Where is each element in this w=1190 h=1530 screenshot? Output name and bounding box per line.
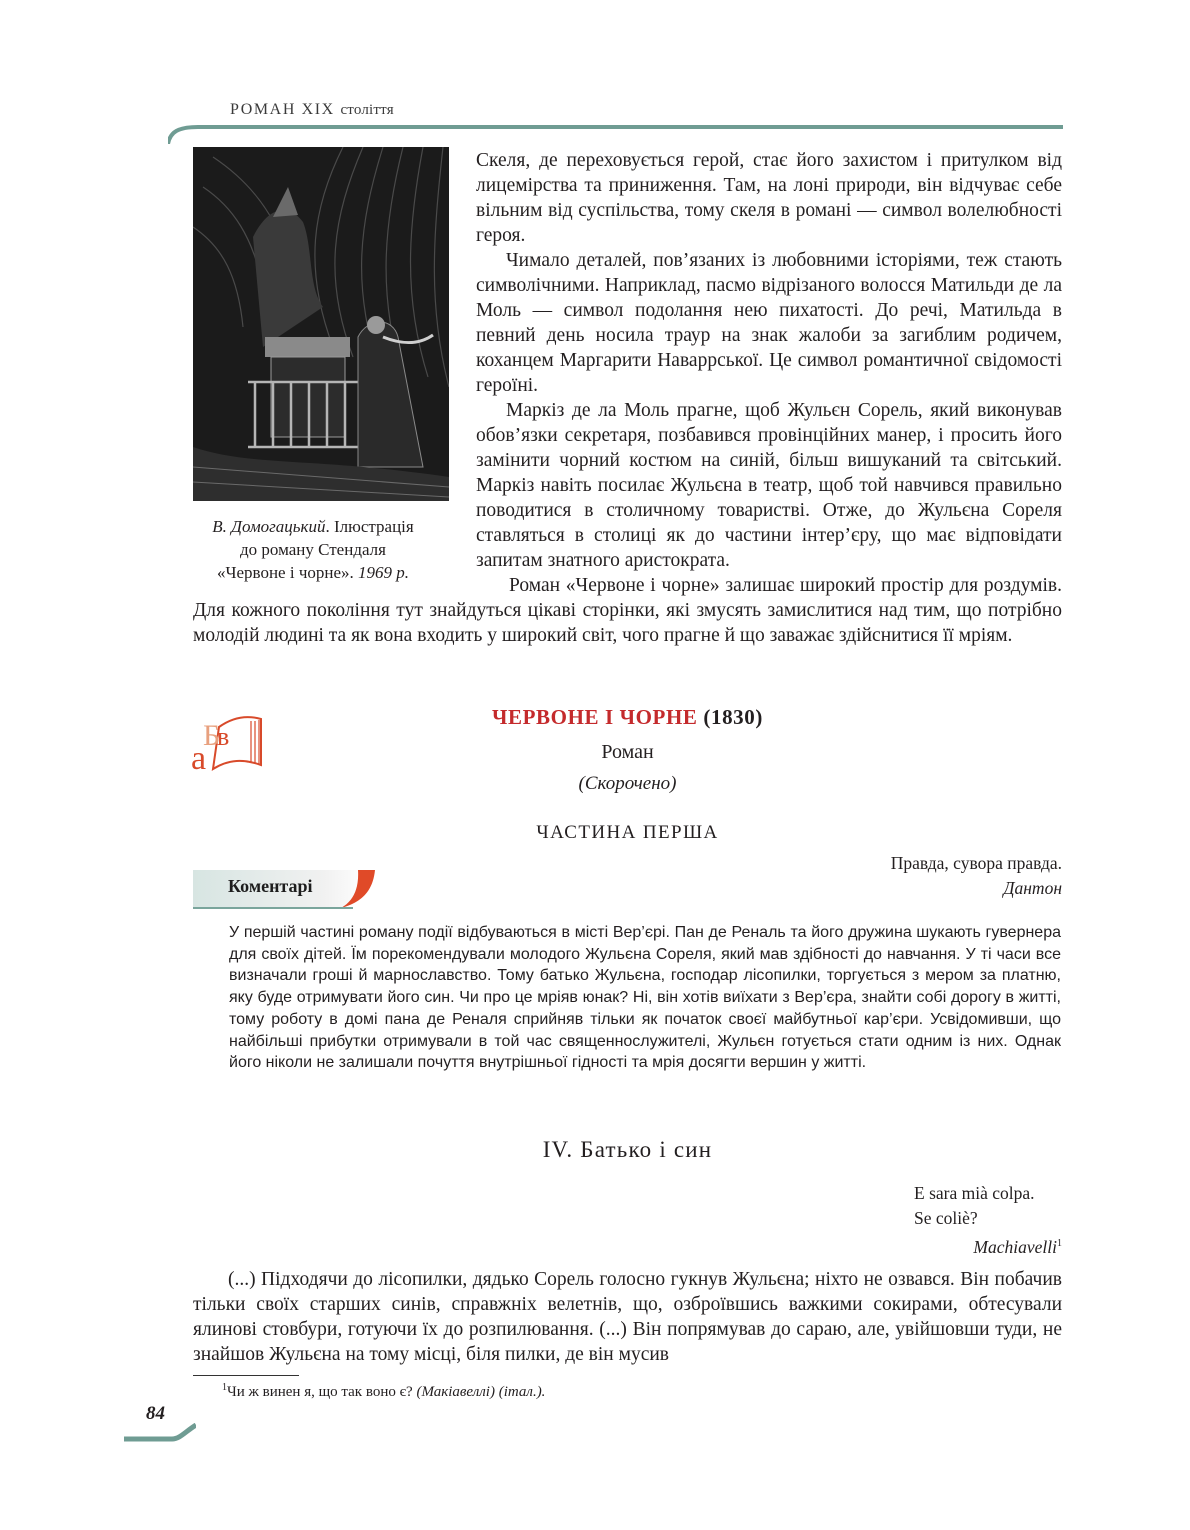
footnote-source: (Макіавеллі) xyxy=(416,1384,495,1400)
chapter-title: IV. Батько і син xyxy=(542,1137,713,1162)
chapter-body xyxy=(193,1267,1062,1367)
epigraph-text: Правда, сувора правда. xyxy=(890,853,1062,873)
epigraph2-line2: Se coliè? xyxy=(914,1208,978,1228)
svg-text:а: а xyxy=(191,740,207,775)
footnote-mark: 1 xyxy=(222,1382,227,1393)
epigraph-machiavelli xyxy=(880,1181,1062,1260)
caption-line2: до роману Стендаля xyxy=(240,540,386,559)
page-number-swoosh xyxy=(124,1423,196,1445)
work-title-name: ЧЕРВОНЕ І ЧОРНЕ xyxy=(492,705,698,729)
running-header xyxy=(230,101,394,119)
illustration-woodcut xyxy=(193,147,449,501)
page-number: 84 xyxy=(146,1403,165,1424)
footnote-ref: 1 xyxy=(1057,1238,1062,1249)
part-heading: ЧАСТИНА ПЕРША xyxy=(536,822,719,843)
work-abridged-note: (Скорочено) xyxy=(578,773,677,794)
svg-text:Б: Б xyxy=(203,719,221,752)
intro-closing-paragraph: Роман «Червоне і чорне» залишає широкий простір для роздумів. Для кожного покоління тут знайдуться цікаві сторінки, які змусять замислитися над тим, що потрібно молодій людині та як вона входить у широкий світ, чого прагне й що заважає здійснитися її мріям. xyxy=(193,575,1062,646)
epigraph-author: Дантон xyxy=(1003,878,1062,898)
running-header-section: РОМАН XIX xyxy=(230,101,335,118)
chapter-paragraph: (...) Підходячи до лісопилки, дядько Сорель голосно гукнув Жульєна; ніхто не озвався. Він побачив тільки своїх старших синів, справжніх велетнів, що, озброївшись важкими сокирами, обтесували ялинові стовбури, готуючи їх до розпилювання. (...) Він попрямував до сараю, але, увійшовши туди, не знайшов Жульєна на тому місці, біля пилки, де він мусив xyxy=(193,1269,1062,1365)
caption-year: 1969 р. xyxy=(358,563,410,582)
running-header-subtitle: століття xyxy=(340,102,394,118)
caption-line1: . Ілюстрація xyxy=(325,517,414,536)
footnote-text: Чи ж винен я, що так воно є? xyxy=(227,1384,413,1400)
intro-column xyxy=(476,148,1062,573)
header-rule xyxy=(168,122,1063,144)
footnote xyxy=(222,1382,545,1401)
epigraph2-line1: E sara mià colpa. xyxy=(914,1183,1035,1203)
svg-text:в: в xyxy=(217,722,230,751)
epigraph2-author: Machiavelli xyxy=(973,1236,1057,1257)
intro-paragraph: Маркіз де ла Моль прагне, щоб Жульєн Сорель, який виконував обов’язки секретаря, позбавився провінційних манер, і просить його замінити чорний костюм на синій, більш вишуканий та світський. Маркіз навіть посилає Жульєна в театр, щоб той навчився правильно поводитися в столичному товаристві. Отже, до Жульєна Сореля ставляться в столиці як до частини інтер’єру, що має відповідати запитам знатного аристократа. xyxy=(476,400,1062,571)
epigraph2-author-line xyxy=(880,1231,1062,1260)
footnote-lang: (італ.). xyxy=(498,1384,546,1400)
work-title-year: (1830) xyxy=(703,705,763,729)
footnote-rule xyxy=(193,1375,299,1376)
comments-label: Коментарі xyxy=(228,876,313,896)
comments-text: У першій частині роману події відбуваються в місті Вер’єрі. Пан де Реналь та його дружина шукають гувернера для своїх дітей. Їм порекомендували молодого Жульєна Сореля, який мав здібності до навчання. У ті часи все визначали гроші й марнославство. Тому батько Жульєна, господар лісопилки, торгується з мером за платню, яку буде отримувати його син. Чи про це мріяв юнак? Ні, він хотів виїхати з Вер’єра, знайти собі дорогу в житті, тому роботу в домі пана де Реналя сприйняв тільки як початок своєї майбутньої кар’єри. Усвідомивши, що найбільші прибутки отримували в той час священнослужителі, Жульєн готується стати одним із них. Однак його ніколи не залишали почуття внутрішньої гідності та мрія досягти вершин у житті. xyxy=(229,924,1061,1072)
intro-paragraph: Скеля, де переховується герой, стає його захистом і притулком від лицемірства та приниження. Там, на лоні природи, він відчуває себе вільним від суспільства, тому скеля в романі — символ волелюбності героя. xyxy=(476,150,1062,246)
caption-line3: «Червоне і чорне». xyxy=(216,563,354,582)
intro-closing-block xyxy=(193,573,1062,648)
work-genre: Роман xyxy=(601,741,654,763)
caption-author: В. Домогацький xyxy=(212,517,326,536)
work-title xyxy=(193,705,1062,730)
epigraph-danton xyxy=(762,851,1062,901)
intro-paragraph: Чимало деталей, пов’язаних із любовними історіями, теж стають символічними. Наприклад, пасмо відрізаного волосся Матильди де ла Моль — символ подолання нею пихатості. До речі, Матильда в певний день носила траур на знак жалоби за загиблим родичем, коханцем Маргарити Наваррської. Це символ романтичної свідомості героїні. xyxy=(476,250,1062,396)
